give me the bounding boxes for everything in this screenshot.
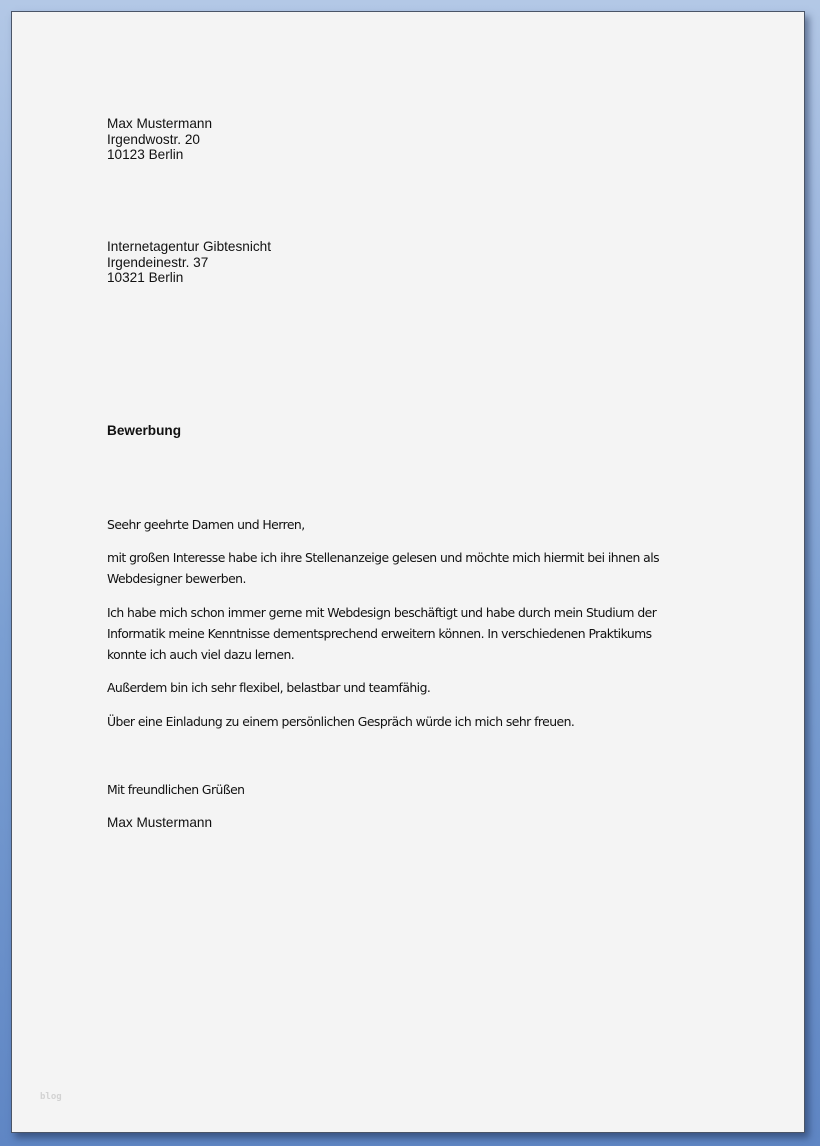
recipient-company: Internetagentur Gibtesnicht <box>107 239 271 254</box>
signature: Max Mustermann <box>107 815 213 830</box>
paragraph-4 <box>107 711 574 732</box>
paragraph-line: mit großen Interesse habe ich ihre Stellenanzeige gelesen und möchte mich hiermit bei ihnen als <box>107 550 660 565</box>
document-page <box>11 11 805 1133</box>
paragraph-2 <box>107 602 656 665</box>
sender-name: Max Mustermann <box>107 116 213 131</box>
paragraph-line: Informatik meine Kenntnisse dementsprechend erweitern können. In verschiedenen Praktikums <box>107 626 652 641</box>
sender-city: 10123 Berlin <box>107 147 184 162</box>
paragraph-1 <box>107 547 659 589</box>
paragraph-line: Webdesigner bewerben. <box>107 571 246 586</box>
recipient-city: 10321 Berlin <box>107 270 184 285</box>
watermark-text: blog <box>40 1092 62 1102</box>
closing: Mit freundlichen Grüßen <box>107 782 245 797</box>
sender-address <box>107 116 212 163</box>
salutation: Seehr geehrte Damen und Herren, <box>107 517 305 532</box>
paragraph-line: Ich habe mich schon immer gerne mit Webdesign beschäftigt und habe durch mein Studium der <box>107 605 657 620</box>
recipient-street: Irgendeinestr. 37 <box>107 254 209 270</box>
paragraph-line: konnte ich auch viel dazu lernen. <box>107 647 295 662</box>
sender-street: Irgendwostr. 20 <box>107 131 200 147</box>
paragraph-line: Außerdem bin ich sehr flexibel, belastbar und teamfähig. <box>107 680 431 695</box>
recipient-address <box>107 239 271 286</box>
paragraph-3 <box>107 677 430 698</box>
subject-line: Bewerbung <box>107 423 182 438</box>
paragraph-line: Über eine Einladung zu einem persönlichen Gespräch würde ich mich sehr freuen. <box>107 714 575 729</box>
